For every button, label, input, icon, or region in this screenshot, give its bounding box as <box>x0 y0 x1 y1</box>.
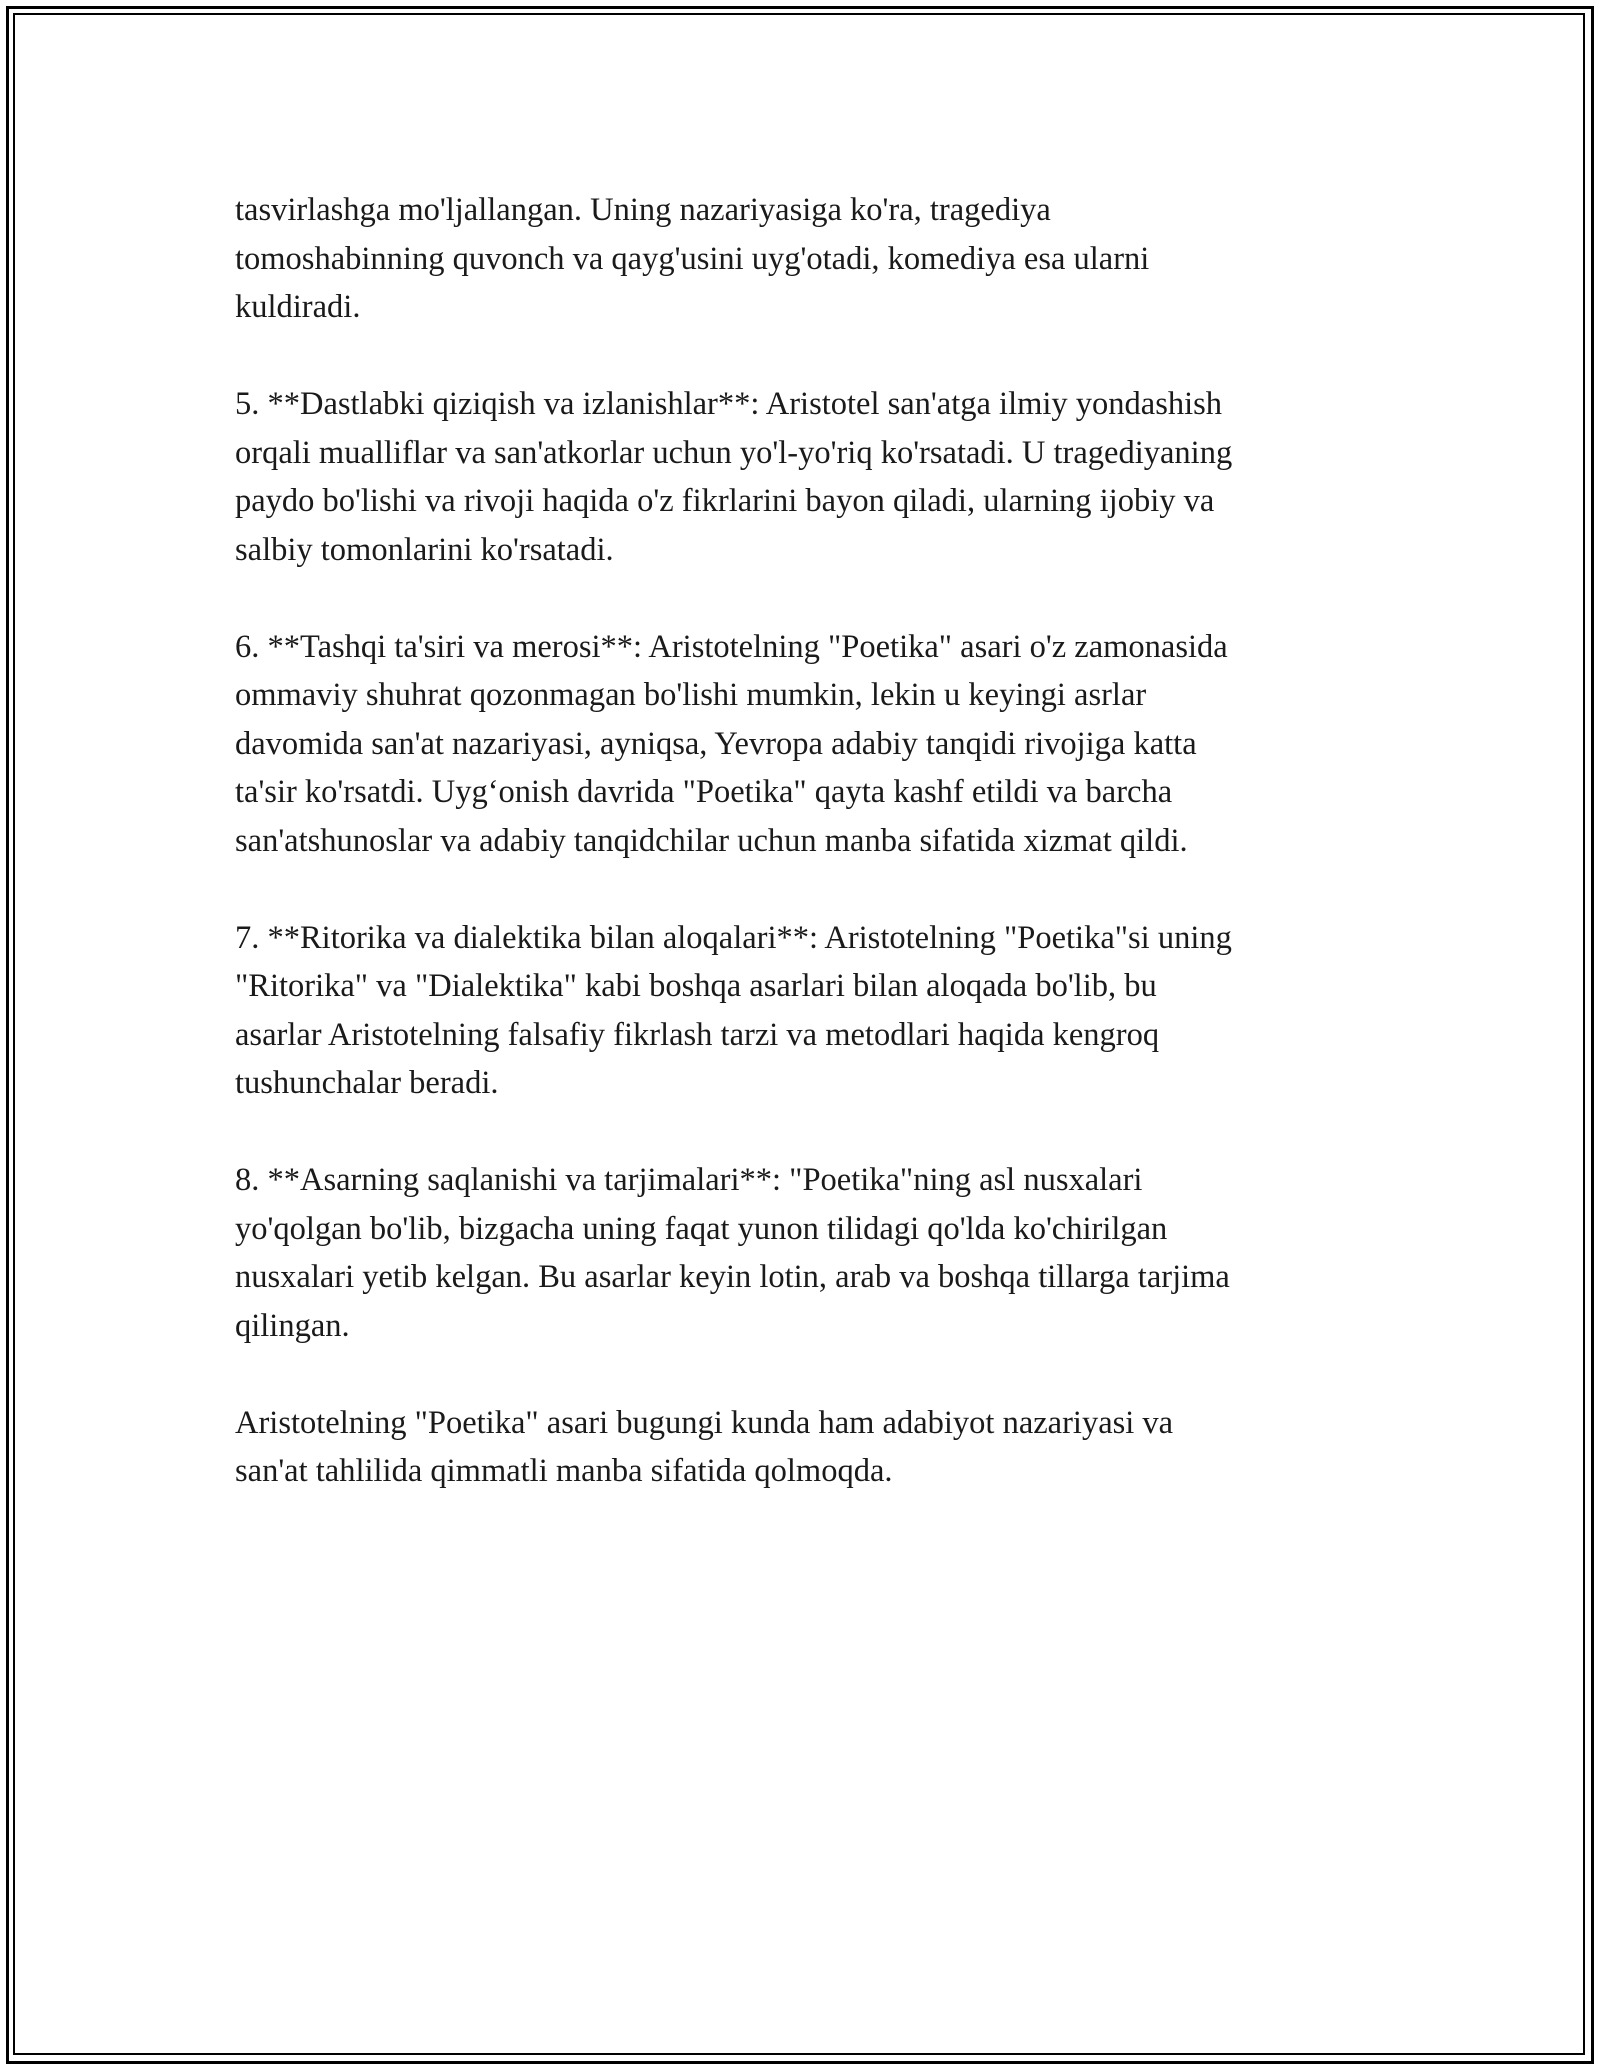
paragraph-item-5: 5. **Dastlabki qiziqish va izlanishlar**: Aristotel san'atga ilmiy yondashish orqali mualliflar va san'atkorlar uchun yo'l-yo'riq ko'rsatadi. U tragediyaning paydo bo'lishi va rivoji haqida o'z fikrlarini bayon qiladi, ularning ijobiy va salbiy tomonlarini ko'rsatadi. <box>235 386 1233 568</box>
document-body <box>235 186 1375 1496</box>
paragraph-conclusion: Aristotelning "Poetika" asari bugungi kunda ham adabiyot nazariyasi va san'at tahlilida qimmatli manba sifatida qolmoqda. <box>235 1404 1174 1489</box>
paragraph-item-7: 7. **Ritorika va dialektika bilan aloqalari**: Aristotelning "Poetika"si uning "Ritorika" va "Dialektika" kabi boshqa asarlari bilan aloqada bo'lib, bu asarlar Aristotelning falsafiy fikrlash tarzi va metodlari haqida kengroq tushunchalar beradi. <box>235 919 1232 1101</box>
paragraph-item-6: 6. **Tashqi ta'siri va merosi**: Aristotelning "Poetika" asari o'z zamonasida ommaviy shuhrat qozonmagan bo'lishi mumkin, lekin u keyingi asrlar davomida san'at nazariyasi, ayniqsa, Yevropa adabiy tanqidi rivojiga katta ta'sir ko'rsatdi. Uyg‘onish davrida "Poetika" qayta kashf etildi va barcha san'atshunoslar va adabiy tanqidchilar uchun manba sifatida xizmat qildi. <box>235 628 1228 859</box>
paragraph-item-8: 8. **Asarning saqlanishi va tarjimalari**: "Poetika"ning asl nusxalari yo'qolgan bo'lib, bizgacha uning faqat yunon tilidagi qo'lda ko'chirilgan nusxalari yetib kelgan. Bu asarlar keyin lotin, arab va boshqa tillarga tarjima qilingan. <box>235 1162 1230 1344</box>
paragraph-continuation: tasvirlashga mo'ljallangan. Uning nazariyasiga ko'ra, tragediya tomoshabinning quvonch va qayg'usini uyg'otadi, komediya esa ularni kuldiradi. <box>235 192 1150 325</box>
